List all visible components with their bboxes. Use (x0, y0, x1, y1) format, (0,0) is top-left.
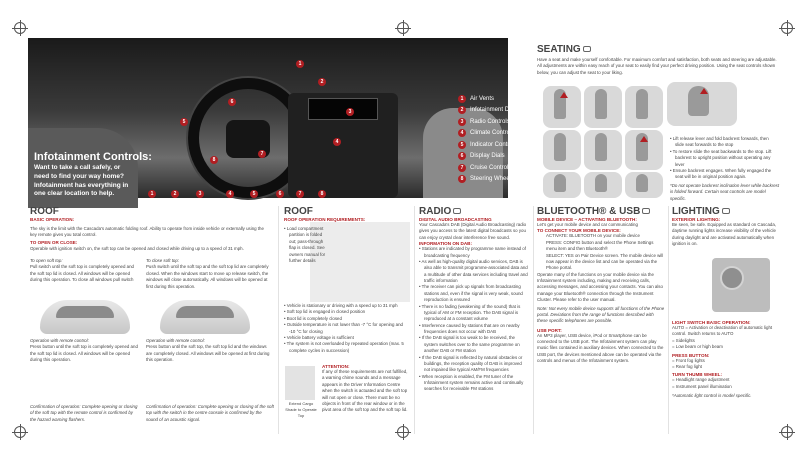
close-soft-top-block (146, 258, 274, 290)
legend-label: Air Vents (470, 95, 495, 102)
press-button-heading: PRESS BUTTON: (672, 352, 710, 358)
light-switch-heading: LIGHT SWITCH BASIC OPERATION: (672, 320, 751, 325)
seating-instructions (670, 136, 778, 181)
list-item: = Instrument panel illumination (672, 383, 732, 389)
hero-title: Infotainment Controls: (34, 151, 152, 163)
requirement-item: • The system is not overloaded by repeated operation (max. 5 complete cycles in succession) (284, 341, 404, 353)
seating-footnote: *Do not operate backrest inclination lever while backrest is folded forward. Certain seat controls are model specific. (670, 183, 780, 201)
seating-intro: Have a seat and make yourself comfortable. For maximum comfort and satisfaction, both seats and steering are adjustable. All adjustments are within easy reach of your seat to easily find your perfect driving position. Using the seat controls shown below, you can adjust the seat to your liking. (537, 57, 777, 75)
legend-item (458, 116, 538, 128)
bottom-callout: 2 (171, 190, 179, 198)
radio-section (419, 206, 529, 393)
bluetooth-title (537, 206, 665, 217)
remote-text: Press button until the soft top is completely opened and the soft top lid is closed. All windows will be opened during this operation. (30, 344, 138, 363)
cargo-shade-label: Extend Cargo Shade to Operate Top (285, 401, 317, 418)
light-switch-image (712, 258, 770, 312)
callout-3: 3 (346, 108, 354, 116)
legend-number: 2 (458, 106, 466, 114)
callout-2: 2 (318, 78, 326, 86)
operate-text: Operate many of the functions on your mobile device via the Infotainment system including, making and receiving calls, accessing messages, and accessing your contacts. You can also manage your Bluetooth® connection through the Instrument Cluster. Please refer to the user manual. (537, 271, 663, 303)
seat-diagram-image (543, 172, 581, 198)
close-text: Push switch until the soft top and the soft top lid are completely closed. When the windows start to move up release switch, the windows will close automatically. All windows will be opened at first during this operation. (146, 264, 269, 289)
legend-number: 4 (458, 129, 466, 137)
compatibility-note: Note: Not every mobile device supports all functions of the Phone portal. Deviations from the range of functions described with these specific telephones are possible. (537, 305, 665, 324)
remote-open-block (30, 338, 140, 364)
roof-requirements-section (284, 206, 409, 222)
list-item: = Sidelights (672, 337, 695, 343)
direction-arrow-icon (560, 92, 568, 98)
dab-text: Your Cascada's DAB (Digital Audio Broadcasting) radio gives you access to the latest digital broadcasts so you can enjoy crystal clear interference free sound. (419, 222, 527, 240)
requirement-item: • Soft top lid is engaged in closed position (284, 309, 366, 315)
open-close-heading: TO OPEN OR CLOSE: (30, 240, 78, 245)
bluetooth-title-text: BLUETOOTH® & USB (537, 206, 641, 217)
dab-info-heading: INFORMATION ON DAB: (419, 241, 472, 247)
open-text: Pull switch until the soft top is completely opened and the soft top lid is closed. All windows will be opened during this operation. To close all windows pull switch (30, 264, 134, 283)
legend-item (458, 128, 538, 140)
list-item: • To restore slide the seat backwards to the stop. Lift backrest to upright position without operating any lever (670, 148, 772, 167)
remote-heading: Operation with remote control: (30, 338, 89, 343)
roof-basic-text: The sky is the limit with the Cascada's automatic folding roof. Ability to operate from inside vehicle or externally using the key remote gives you total control. (30, 226, 264, 238)
lighting-title (672, 206, 784, 217)
seat-diagram-image (543, 130, 581, 170)
usb-text: An MP3 player, USB device, iPod or Smartphone can be connected to the USB port. The Infotainment system can play music files contained in auxiliary devices. When connected to the USB port, the devices mentioned above can be operated via the controls and menus of the Infotainment system. (537, 332, 664, 364)
legend-number: 8 (458, 175, 466, 183)
open-heading: To open soft top: (30, 258, 63, 263)
legend-number: 3 (458, 118, 466, 126)
bottom-callout: 7 (296, 190, 304, 198)
hero-interior-photo (28, 38, 536, 198)
legend-label: Cruise Controls (470, 164, 512, 171)
car-roof-open-image (40, 300, 130, 334)
close-heading: To close soft top: (146, 258, 180, 263)
callout-6: 6 (228, 98, 236, 106)
radio-title-text: RADIO (419, 206, 452, 217)
cargo-shade-image (285, 366, 315, 400)
attention-heading: ATTENTION: (322, 364, 350, 369)
exterior-text: Be seen, be safe. Equipped as standard on Cascada, daytime running lights increase visibility of the vehicle during daylight and are activated automatically when ignition is on. (672, 222, 776, 247)
confirmation-remote: Confirmation of operation: Complete opening or closing of the soft top with the remote control is confirmed by the hazard warning flashers. (30, 404, 138, 422)
mobile-text: Let's get your mobile device and car communicating (537, 222, 638, 227)
radio-title (419, 206, 529, 217)
light-switch-list (672, 325, 784, 351)
column-divider (533, 206, 534, 434)
direction-arrow-icon (640, 136, 648, 142)
seat-diagram-image (584, 172, 622, 198)
requirements-heading: ROOF OPERATION REQUIREMENTS: (284, 217, 366, 222)
requirement-item: • Outside temperature is not lower than -7 °C for opening and -10 °C for closing (284, 322, 403, 334)
bottom-callout: 4 (226, 190, 234, 198)
legend-item (458, 93, 538, 105)
radio-icon (453, 208, 461, 214)
legend-label: Climate Controls (470, 130, 515, 137)
roof-title: ROOF (284, 206, 313, 217)
seating-title-text: SEATING (537, 44, 581, 55)
remote-text: Press button until the soft top, the soft top lid and the windows are completely closed. All windows will be opened at first during this operation. (146, 344, 270, 363)
light-icon (722, 208, 730, 214)
list-item: • Lift release lever and fold backrest forwards, then slide seat forwards to the stop (670, 136, 769, 148)
list-item: • If the DAB signal is too weak to be received, the system switches over to the same programme on another DAB or FM station (419, 335, 520, 354)
legend-number: 7 (458, 164, 466, 172)
thumb-wheel-list (672, 377, 784, 390)
legend-item (458, 162, 538, 174)
legend-label: Steering Wheel Controls (470, 176, 536, 183)
list-item: = Low beam or high beam (672, 344, 723, 350)
list-item: • There is no fading (weakening of the sound) that is typical of AM or FM reception. The DAB signal is reproduced at a constant volume (419, 303, 521, 322)
connect-heading: TO CONNECT YOUR MOBILE DEVICE: (537, 228, 621, 234)
list-item: = Front fog lights (672, 357, 705, 363)
direction-arrow-icon (700, 88, 708, 94)
bottom-callout: 8 (318, 190, 326, 198)
lighting-section (672, 206, 784, 248)
display-shape (308, 98, 378, 120)
car-roof-closed-image (160, 300, 250, 334)
roof-basic-heading: BASIC OPERATION: (30, 217, 75, 222)
bluetooth-section (537, 206, 665, 365)
open-soft-top-block (30, 258, 136, 284)
registration-mark (397, 22, 409, 34)
callout-8: 8 (210, 156, 218, 164)
seat-diagram-image (625, 172, 663, 198)
roof-basic-section (30, 206, 150, 222)
bottom-callout: 6 (276, 190, 284, 198)
registration-mark (781, 426, 793, 438)
requirement-item: • Boot lid is completely closed (284, 315, 342, 321)
seat-icon (583, 46, 591, 52)
usb-icon (642, 208, 650, 214)
list-item: • When reception is enabled, the FM tuner of the Infotainment system remains active and continually searches for receivable FM stations (419, 373, 524, 392)
lighting-footnote: *Automatic light control is model specific. (672, 393, 752, 398)
dab-info-list (419, 246, 529, 393)
legend-item (458, 151, 538, 163)
registration-mark (14, 426, 26, 438)
requirement-item: • Vehicle battery voltage is sufficient (284, 334, 354, 340)
list-item: SELECT: YES on Pair Device screen. The mobile device will now appear in the device list and can be operated via the Phone portal. (546, 252, 664, 271)
callout-1: 1 (296, 60, 304, 68)
bottom-callout: 5 (250, 190, 258, 198)
legend-number: 5 (458, 141, 466, 149)
callout-legend (458, 93, 538, 185)
press-button-list (672, 358, 784, 371)
list-item: AUTO = Activation or deactivation of automatic light control. Switch returns to AUTO (672, 325, 773, 337)
list-item: • Interference caused by stations that are on nearby frequencies does not occur with DAB (419, 322, 520, 334)
list-item: ACTIVATE: BLUETOOTH on your mobile device (546, 233, 640, 239)
legend-item (458, 174, 538, 186)
list-item: • As well as high-quality digital audio services, DAB is also able to transmit programme-associated data and a multitude of other data services including travel and traffic information (419, 258, 528, 283)
seating-title (537, 44, 777, 55)
requirement-item: • Vehicle is stationary or driving with a speed up to 31 mph (284, 303, 398, 308)
remote-heading: Operation with remote control: (146, 338, 205, 343)
thumb-wheel-heading: TURN THUMB WHEEL: (672, 372, 723, 378)
seating-section (537, 44, 777, 76)
confirmation-switch: Confirmation of operation: Complete opening or closing of the soft top with the switch in the centre console is confirmed by the sound of an acoustic signal. (146, 404, 274, 422)
legend-label: Indicator Controls (470, 141, 518, 148)
column-divider (668, 206, 669, 434)
requirements-list-cont (284, 303, 408, 354)
roof-title: ROOF (30, 206, 59, 217)
light-switch-knob (720, 266, 744, 290)
column-divider (278, 206, 279, 434)
callout-5: 5 (180, 118, 188, 126)
callout-4: 4 (333, 138, 341, 146)
requirement-item: • Load compartment partition is folded out; pass-through flap is closed. See owners manual for further details (284, 226, 326, 263)
list-item: • The receiver can pick up signals from broadcasting stations and, even if the signal is very weak, sound reproduction is ensured (419, 284, 523, 303)
list-item: • Ensure backrest engages. When fully engaged the seat will be in original position again. (670, 167, 772, 180)
seat-diagram-image (584, 130, 622, 170)
callout-7: 7 (258, 150, 266, 158)
list-item: • If the DAB signal is reflected by natural obstacles or buildings, the reception quality of DAB is improved not impaired like typical AM/FM frequencies (419, 354, 523, 373)
legend-item (458, 139, 538, 151)
registration-mark (781, 22, 793, 34)
lighting-title-text: LIGHTING (672, 206, 720, 217)
open-close-text: Operable with ignition switch on, the soft top can be opened and closed while driving up to a speed of 31 mph. (30, 246, 244, 251)
column-divider (414, 206, 415, 434)
seat-diagram-image (625, 86, 663, 128)
attention-block (322, 364, 410, 414)
list-item: = Rear fog light (672, 363, 702, 369)
list-item: = Headlight range adjustment (672, 377, 730, 383)
list-item: PRESS: CONFIG button and select the Phone Settings menu item and then Bluetooth® (546, 239, 654, 252)
attention-text: If any of these requirements are not fulfilled, a warning chime sounds and a message appears in the Driver Information Centre when the switch is actuated and the soft top will not open or close. There must be no objects in front of the rear window or in the pivot area of the soft top and the soft top lid. (322, 369, 408, 413)
mobile-heading: MOBILE DEVICE – ACTIVATING BLUETOOTH: (537, 217, 637, 222)
legend-label: Display Dials (470, 153, 505, 160)
requirements-list (284, 226, 326, 264)
remote-close-block (146, 338, 274, 364)
list-item: • Stations are indicated by programme name instead of broadcasting frequency (419, 246, 526, 258)
legend-label: Infotainment Display (470, 107, 525, 114)
bottom-callout: 1 (148, 190, 156, 198)
registration-mark (397, 426, 409, 438)
usb-heading: USB PORT: (537, 327, 562, 333)
legend-number: 1 (458, 95, 466, 103)
legend-item (458, 105, 538, 117)
legend-label: Radio Controls (470, 118, 510, 125)
dab-heading: DIGITAL AUDIO BROADCASTING (419, 217, 492, 222)
registration-mark (14, 22, 26, 34)
bottom-callout: 3 (196, 190, 204, 198)
seat-diagram-image (584, 86, 622, 128)
connect-steps (537, 233, 665, 271)
hero-tagline: Want to take a call safely, or need to find your way home? Infotainment has everything in one clear location to help. (34, 164, 129, 198)
light-switch-block (672, 320, 784, 399)
legend-number: 6 (458, 152, 466, 160)
exterior-heading: EXTERIOR LIGHTING: (672, 217, 721, 222)
